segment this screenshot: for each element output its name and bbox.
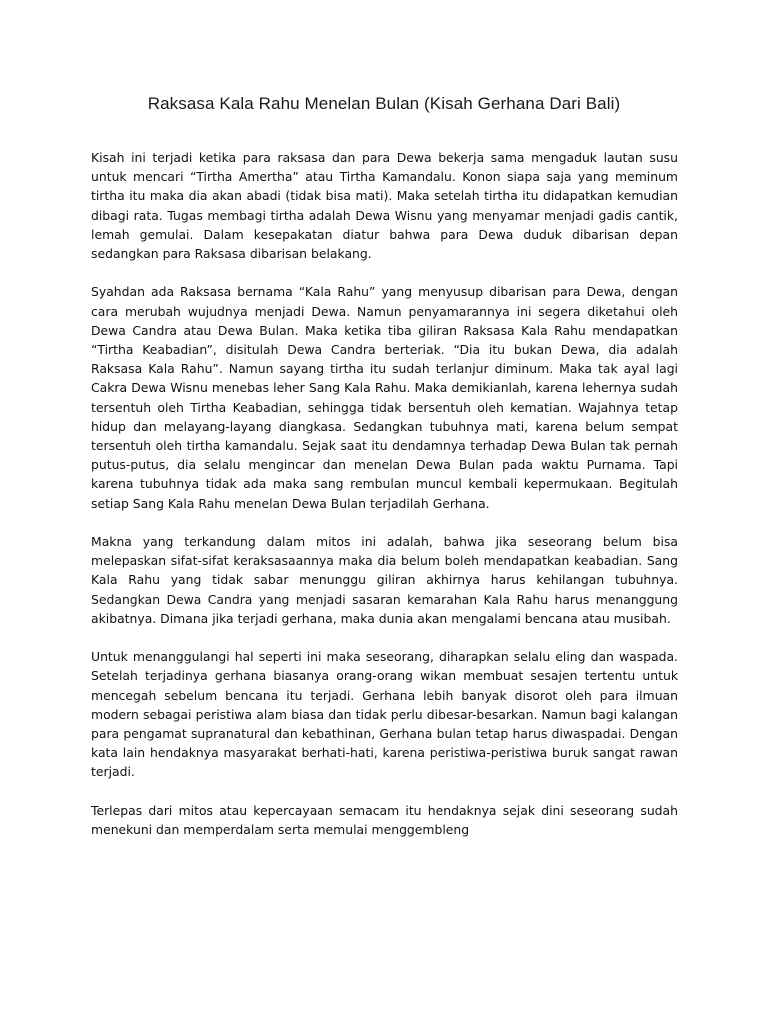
paragraph: Terlepas dari mitos atau kepercayaan semacam itu hendaknya sejak dini seseorang sudah menekuni dan memperdalam serta memulai menggembleng [91,802,678,838]
paragraph: Syahdan ada Raksasa bernama “Kala Rahu” yang menyusup dibarisan para Dewa, dengan cara merubah wujudnya menjadi Dewa. Namun penyamarannya ini segera diketahui oleh Dewa Candra atau Dewa Bulan. Maka ketika tiba giliran Raksasa Kala Rahu mendapatkan “Tirtha Keabadian”, disitulah Dewa Candra berteriak. “Dia itu bukan Dewa, dia adalah Raksasa Kala Rahu”. Namun sayang tirtha itu sudah terlanjur diminum. Maka tak ayal lagi Cakra Dewa Wisnu menebas leher Sang Kala Rahu. Maka demikianlah, karena lehernya sudah tersentuh oleh Tirtha Keabadian, sehingga tidak bersentuh oleh kematian. Wajahnya tetap hidup dan melayang-layang diangkasa. Sedangkan tubuhnya mati, karena belum sempat tersentuh oleh tirtha kamandalu. Sejak saat itu dendamnya terhadap Dewa Bulan tak pernah putus-putus, dia selalu mengincar dan menelan Dewa Bulan pada waktu Purnama. Tapi karena tubuhnya tidak ada maka sang rembulan muncul kembali kepermukaan. Begitulah setiap Sang Kala Rahu menelan Dewa Bulan terjadilah Gerhana. [91,284,678,511]
document-title: Raksasa Kala Rahu Menelan Bulan (Kisah Gerhana Dari Bali) [147,94,621,113]
paragraph: Kisah ini terjadi ketika para raksasa dan para Dewa bekerja sama mengaduk lautan susu untuk mencari “Tirtha Amertha” atau Tirtha Kamandalu. Konon siapa saja yang meminum tirtha itu maka dia akan abadi (tidak bisa mati). Maka setelah tirtha itu didapatkan kemudian dibagi rata. Tugas membagi tirtha adalah Dewa Wisnu yang menyamar menjadi gadis cantik, lemah gemulai. Dalam kesepakatan diatur bahwa para Dewa duduk dibarisan depan sedangkan para Raksasa dibarisan belakang. [91,150,678,262]
paragraph: Makna yang terkandung dalam mitos ini adalah, bahwa jika seseorang belum bisa melepaskan sifat-sifat keraksasaannya maka dia belum boleh mendapatkan keabadian. Sang Kala Rahu yang tidak sabar menunggu giliran akhirnya harus kehilangan tubuhnya. Sedangkan Dewa Candra yang menjadi sasaran kemarahan Kala Rahu harus menanggung akibatnya. Dimana jika terjadi gerhana, maka dunia akan mengalami bencana atau musibah. [91,534,678,626]
paragraph: Untuk menanggulangi hal seperti ini maka seseorang, diharapkan selalu eling dan waspada. Setelah terjadinya gerhana biasanya orang-orang wikan membuat sesajen tertentu untuk mencegah sebelum bencana itu terjadi. Gerhana lebih banyak disorot oleh para ilmuan modern sebagai peristiwa alam biasa dan tidak perlu dibesar-besarkan. Namun bagi kalangan para pengamat supranatural dan kebathinan, Gerhana bulan tetap harus diwaspadai. Dengan kata lain hendaknya masyarakat berhati-hati, karena peristiwa-peristiwa buruk sangat rawan terjadi. [91,649,678,780]
document-body [91,148,678,839]
